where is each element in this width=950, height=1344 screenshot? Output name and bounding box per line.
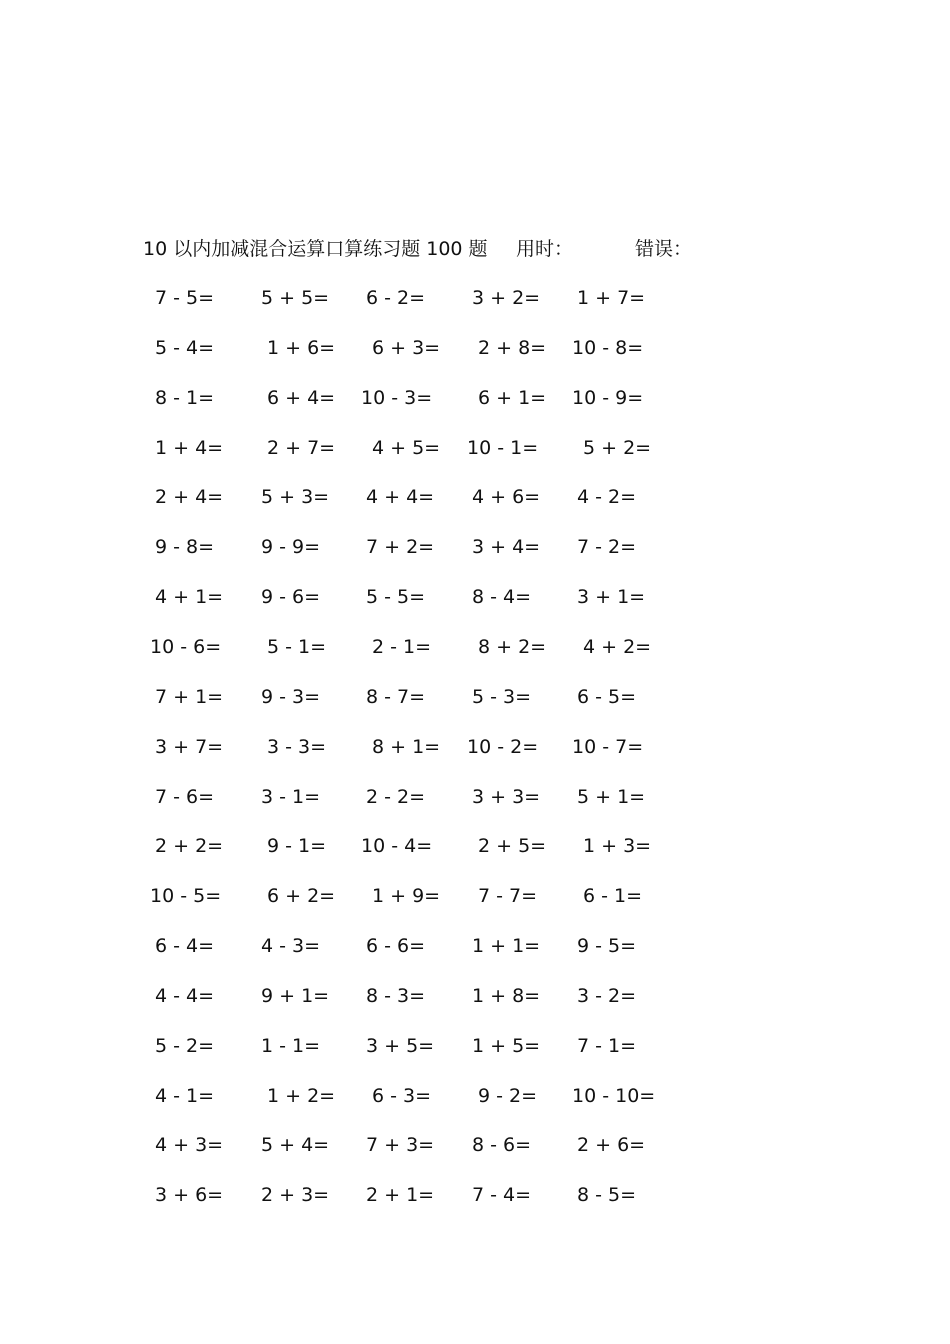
arithmetic-problem: 5 - 2= [155,1035,215,1057]
arithmetic-problem: 2 - 1= [372,636,432,658]
arithmetic-problem: 4 - 4= [155,985,215,1007]
arithmetic-problem: 9 - 5= [577,935,637,957]
arithmetic-problem: 1 + 1= [472,935,541,957]
arithmetic-problem: 10 - 5= [150,885,222,907]
arithmetic-problem: 3 - 1= [261,786,321,808]
arithmetic-problem: 4 - 2= [577,486,637,508]
worksheet-title: 10 以内加减混合运算口算练习题 100 题 [143,238,488,260]
arithmetic-problem: 4 + 3= [155,1134,224,1156]
arithmetic-problem: 4 + 1= [155,586,224,608]
arithmetic-problem: 5 + 3= [261,486,330,508]
time-label: 用时： [516,238,574,260]
arithmetic-problem: 8 - 5= [577,1184,637,1206]
arithmetic-problem: 9 - 6= [261,586,321,608]
arithmetic-problem: 2 + 5= [478,835,547,857]
arithmetic-problem: 2 + 1= [366,1184,435,1206]
arithmetic-problem: 1 + 8= [472,985,541,1007]
arithmetic-problem: 7 - 1= [577,1035,637,1057]
arithmetic-problem: 10 - 1= [467,437,539,459]
arithmetic-problem: 6 - 2= [366,287,426,309]
arithmetic-problem: 3 + 4= [472,536,541,558]
arithmetic-problem: 10 - 4= [361,835,433,857]
arithmetic-problem: 10 - 2= [467,736,539,758]
arithmetic-problem: 6 - 3= [372,1085,432,1107]
arithmetic-problem: 1 + 3= [583,835,652,857]
arithmetic-problem: 10 - 6= [150,636,222,658]
arithmetic-problem: 3 - 3= [267,736,327,758]
arithmetic-problem: 8 - 6= [472,1134,532,1156]
arithmetic-problem: 6 + 2= [267,885,336,907]
arithmetic-problem: 4 + 5= [372,437,441,459]
arithmetic-problem: 6 - 5= [577,686,637,708]
arithmetic-problem: 8 - 3= [366,985,426,1007]
arithmetic-problem: 6 + 4= [267,387,336,409]
arithmetic-problem: 6 - 6= [366,935,426,957]
arithmetic-problem: 9 - 8= [155,536,215,558]
arithmetic-problem: 6 + 3= [372,337,441,359]
arithmetic-problem: 2 + 7= [267,437,336,459]
arithmetic-problem: 10 - 10= [572,1085,656,1107]
arithmetic-problem: 8 - 7= [366,686,426,708]
arithmetic-problem: 7 + 1= [155,686,224,708]
arithmetic-problem: 2 + 8= [478,337,547,359]
arithmetic-problem: 1 + 4= [155,437,224,459]
arithmetic-problem: 7 - 5= [155,287,215,309]
arithmetic-problem: 1 - 1= [261,1035,321,1057]
arithmetic-problem: 5 - 3= [472,686,532,708]
arithmetic-problem: 8 - 1= [155,387,215,409]
arithmetic-problem: 6 - 1= [583,885,643,907]
arithmetic-problem: 4 + 2= [583,636,652,658]
arithmetic-problem: 3 + 7= [155,736,224,758]
arithmetic-problem: 7 + 2= [366,536,435,558]
arithmetic-problem: 4 - 3= [261,935,321,957]
arithmetic-problem: 7 - 6= [155,786,215,808]
arithmetic-problem: 6 - 4= [155,935,215,957]
arithmetic-problem: 3 + 6= [155,1184,224,1206]
arithmetic-problem: 3 - 2= [577,985,637,1007]
arithmetic-problem: 3 + 1= [577,586,646,608]
arithmetic-problem: 1 + 9= [372,885,441,907]
arithmetic-problem: 10 - 3= [361,387,433,409]
arithmetic-problem: 7 - 4= [472,1184,532,1206]
arithmetic-problem: 5 + 4= [261,1134,330,1156]
arithmetic-problem: 5 + 2= [583,437,652,459]
arithmetic-problem: 9 - 9= [261,536,321,558]
arithmetic-problem: 1 + 7= [577,287,646,309]
arithmetic-problem: 5 - 1= [267,636,327,658]
arithmetic-problem: 5 - 5= [366,586,426,608]
arithmetic-problem: 3 + 3= [472,786,541,808]
arithmetic-problem: 2 + 3= [261,1184,330,1206]
arithmetic-problem: 10 - 7= [572,736,644,758]
error-label: 错误： [635,238,693,260]
arithmetic-problem: 5 + 5= [261,287,330,309]
arithmetic-problem: 2 - 2= [366,786,426,808]
arithmetic-problem: 9 + 1= [261,985,330,1007]
arithmetic-problem: 5 - 4= [155,337,215,359]
arithmetic-problem: 8 + 2= [478,636,547,658]
arithmetic-problem: 10 - 9= [572,387,644,409]
arithmetic-problem: 1 + 2= [267,1085,336,1107]
arithmetic-problem: 7 - 7= [478,885,538,907]
arithmetic-problem: 1 + 5= [472,1035,541,1057]
arithmetic-problem: 9 - 2= [478,1085,538,1107]
arithmetic-problem: 8 - 4= [472,586,532,608]
arithmetic-problem: 2 + 4= [155,486,224,508]
arithmetic-problem: 3 + 5= [366,1035,435,1057]
arithmetic-problem: 9 - 1= [267,835,327,857]
arithmetic-problem: 7 + 3= [366,1134,435,1156]
arithmetic-problem: 3 + 2= [472,287,541,309]
arithmetic-problem: 2 + 2= [155,835,224,857]
arithmetic-problem: 4 + 6= [472,486,541,508]
arithmetic-problem: 9 - 3= [261,686,321,708]
arithmetic-problem: 5 + 1= [577,786,646,808]
arithmetic-problem: 2 + 6= [577,1134,646,1156]
arithmetic-problem: 7 - 2= [577,536,637,558]
arithmetic-problem: 8 + 1= [372,736,441,758]
arithmetic-problem: 4 + 4= [366,486,435,508]
arithmetic-problem: 4 - 1= [155,1085,215,1107]
arithmetic-problem: 1 + 6= [267,337,336,359]
arithmetic-problem: 6 + 1= [478,387,547,409]
arithmetic-problem: 10 - 8= [572,337,644,359]
